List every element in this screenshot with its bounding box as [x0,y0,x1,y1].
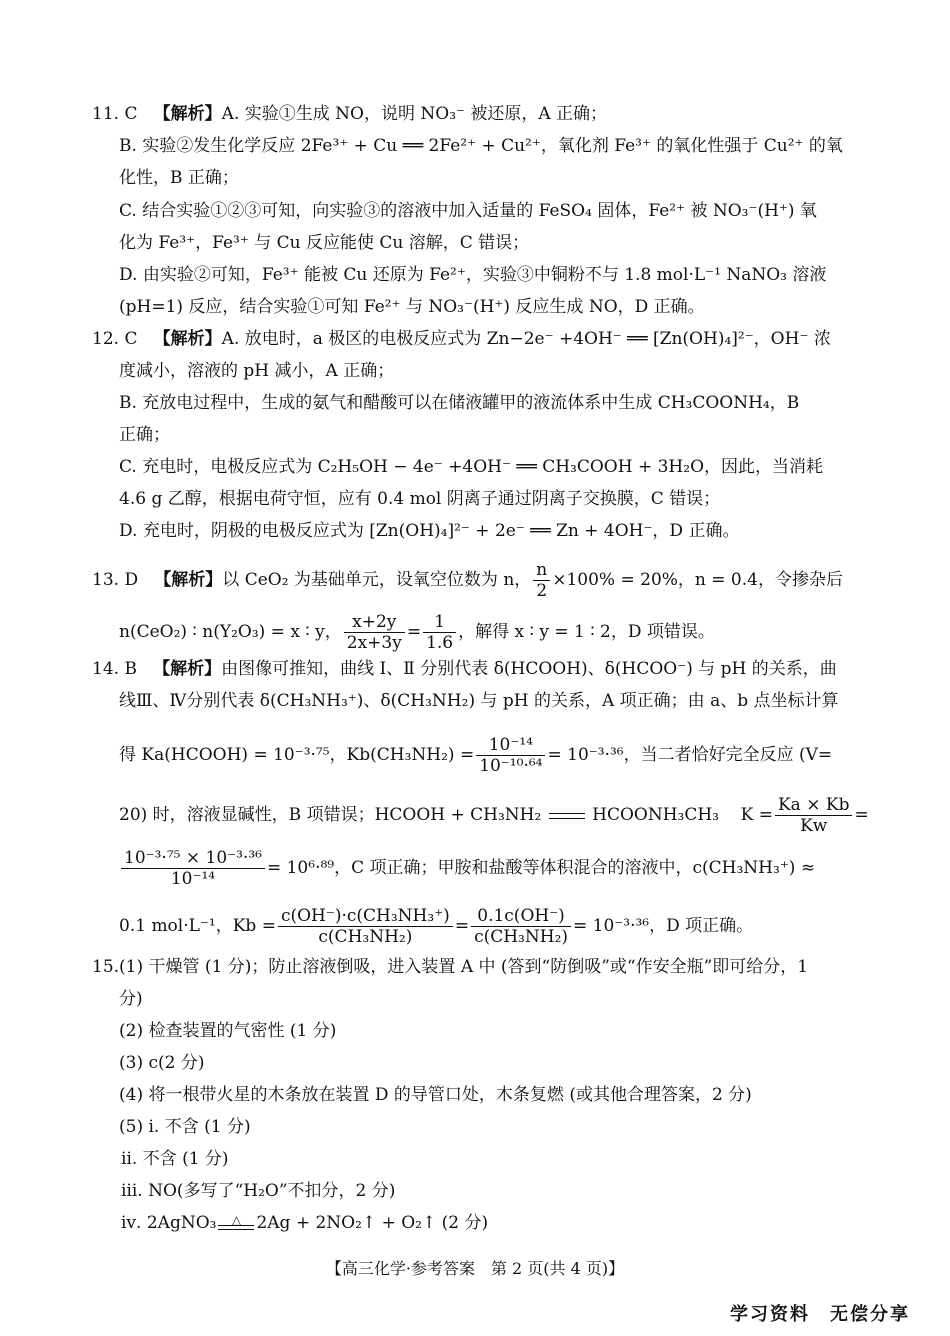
heating-equals-sign-icon [216,1213,256,1235]
q14-k-value-den: 10⁻¹⁴ [170,869,216,889]
q14-number: 14. B [92,659,137,679]
q12-option-b-line2: 正确； [119,425,170,445]
q15-part1-line1: (1) 干燥管 (1 分)；防止溶液倒吸，进入装置 A 中 (答到“防倒吸”或“作安全瓶”即可给分，1 [119,957,809,977]
q15-part5-iii: ⅲ. NO(多写了“H₂O”不扣分，2 分) [121,1181,396,1201]
q14-kb-expr-num: c(OH⁻)·c(CH₃NH₃⁺) [278,906,453,927]
q14-kb-expression-fraction [278,906,453,947]
q13-frac2-num: x+2y [344,612,405,633]
q14-kb-num: 10⁻¹⁴ [476,735,545,756]
q14-kb-fraction [476,735,545,776]
q13-fraction-ratio [344,612,405,653]
q14-line3 [119,735,832,776]
q14-text-1: 由图像可推知，曲线 Ⅰ、Ⅱ 分别代表 δ(HCOOH)、δ(HCOO⁻) 与 pH 的关系，曲 [221,659,837,679]
q14-text-4a: 20) 时，溶液显碱性，B 项错误；HCOOH + CH₃NH₂ [119,805,542,825]
q14-k-value-num: 10⁻³·⁷⁵ × 10⁻³·³⁶ [121,848,265,869]
q11-option-d-line1: D. 由实验②可知，Fe³⁺ 能被 Cu 还原为 Fe²⁺，实验③中铜粉不与 1.8 mol·L⁻¹ NaNO₃ 溶液 [119,265,827,285]
q15-part5-i: (5) ⅰ. 不含 (1 分) [119,1117,251,1137]
q15-part1-line2: 分) [119,989,143,1009]
q15-iv-text-b: 2Ag + 2NO₂↑ + O₂↑ (2 分) [256,1213,489,1233]
q12-option-a-line2: 度减小，溶液的 pH 减小，A 正确； [119,361,395,381]
q13-frac-num: n [533,560,550,581]
q11-analysis-tag: 【解析】 [153,104,222,124]
q14-kb-simpl-num: 0.1c(OH⁻) [471,906,571,927]
q14-line1 [92,658,837,680]
q11-option-b-line2: 化性，B 正确； [119,168,239,188]
q15-part2: (2) 检查装置的气密性 (1 分) [119,1021,337,1041]
q14-text-4c: K = [740,805,773,825]
q14-k-den: Kw [800,816,828,836]
q13-line2 [119,612,715,653]
q11-option-c-line1: C. 结合实验①②③可知，向实验③的溶液中加入适量的 FeSO₄ 固体，Fe²⁺ 被 NO₃⁻(H⁺) 氧 [119,201,817,221]
q14-text-4d: = [854,805,869,825]
q13-equals: = [406,622,422,642]
q13-frac3-num: 1 [423,612,456,633]
q14-analysis-tag: 【解析】 [153,659,222,679]
q15-iv-text-a: ⅳ. 2AgNO₃ [121,1213,217,1233]
q15-part5-ii: ⅱ. 不含 (1 分) [121,1149,229,1169]
heating-triangle-icon: △ [231,1212,242,1227]
q14-k-value-fraction [121,848,265,889]
q12-option-b-line1: B. 充放电过程中，生成的氨气和醋酸可以在储液罐甲的液流体系中生成 CH₃COONH₄，B [119,393,800,413]
q14-k-fraction [775,795,852,836]
q14-kb-simplified-fraction [471,906,571,947]
q14-text-6b: = 10⁻³·³⁶，D 项正确。 [573,916,754,936]
q13-frac2-den: 2x+3y [346,633,402,653]
q11-line-a [92,103,607,125]
q14-text-6a: 0.1 mol·L⁻¹，Kb = [119,916,276,936]
q15-line1 [92,956,808,978]
q12-option-c-line2: 4.6 g 乙醇，根据电荷守恒，应有 0.4 mol 阴离子通过阴离子交换膜，C 错误； [119,489,721,509]
q12-option-a-line1: A. 放电时，a 极区的电极反应式为 Zn−2e⁻ +4OH⁻ ══ [Zn(OH)₄]²⁻，OH⁻ 浓 [221,329,831,349]
q15-part5-iv [121,1212,488,1235]
q14-kb-expr-den: c(CH₃NH₂) [318,927,413,947]
watermark-text: 学习资料 无偿分享 [730,1304,910,1325]
reversible-arrow-icon [547,809,587,823]
q11-option-a: A. 实验①生成 NO，说明 NO₃⁻ 被还原，A 正确； [221,104,608,124]
q14-line2: 线Ⅲ、Ⅳ分别代表 δ(CH₃NH₃⁺)、δ(CH₃NH₂) 与 pH 的关系，A 项正确；由 a、b 点坐标计算 [119,691,839,711]
q13-fraction-one-over-1-6 [423,612,456,653]
q11-number: 11. C [92,104,138,124]
q11-option-b-line1: B. 实验②发生化学反应 2Fe³⁺ + Cu ══ 2Fe²⁺ + Cu²⁺，氧化剂 Fe³⁺ 的氧化性强于 Cu²⁺ 的氧 [119,136,843,156]
q14-kb-den: 10⁻¹⁰·⁶⁴ [479,756,543,776]
q14-k-num: Ka × Kb [775,795,852,816]
q11-option-c-line2: 化为 Fe³⁺，Fe³⁺ 与 Cu 反应能使 Cu 溶解，C 错误； [119,233,530,253]
q13-line1 [92,560,843,601]
q12-number: 12. C [92,329,138,349]
q13-analysis-tag: 【解析】 [154,570,223,590]
q13-text-1b: ×100% = 20%，n = 0.4，令掺杂后 [552,570,843,590]
q14-kb-simpl-den: c(CH₃NH₂) [474,927,569,947]
q15-number: 15. [92,957,120,977]
q15-part3: (3) c(2 分) [119,1053,205,1073]
q14-equals: = [454,916,470,936]
q13-text-1a: 以 CeO₂ 为基础单元，设氧空位数为 n， [222,570,532,590]
q14-line4 [119,795,869,836]
q14-line5 [119,848,815,889]
q12-line-a [92,328,831,350]
q14-text-5b: = 10⁶·⁸⁹，C 项正确；甲胺和盐酸等体积混合的溶液中，c(CH₃NH₃⁺) ≈ [266,858,816,878]
q14-line6 [119,906,753,947]
q13-text-2a: n(CeO₂) ∶ n(Y₂O₃) = x ∶ y， [119,622,342,642]
q13-frac3-den: 1.6 [426,633,454,653]
q13-frac-den: 2 [536,581,548,601]
q15-part4: (4) 将一根带火星的木条放在装置 D 的导管口处，木条复燃 (或其他合理答案，2 分) [119,1085,752,1105]
q13-number: 13. D [92,570,139,590]
q14-text-3b: = 10⁻³·³⁶，当二者恰好完全反应 (V= [547,745,833,765]
q13-fraction-n-over-2 [533,560,550,601]
q12-analysis-tag: 【解析】 [153,329,222,349]
q13-text-2b: ，解得 x ∶ y = 1 ∶ 2，D 项错误。 [458,622,715,642]
q14-text-4b: HCOONH₃CH₃ [592,805,719,825]
q14-text-3a: 得 Ka(HCOOH) = 10⁻³·⁷⁵，Kb(CH₃NH₂) = [119,745,475,765]
q12-option-c-line1: C. 充电时，电极反应式为 C₂H₅OH − 4e⁻ +4OH⁻ ══ CH₃COOH + 3H₂O，因此，当消耗 [119,457,824,477]
q11-option-d-line2: (pH=1) 反应，结合实验①可知 Fe²⁺ 与 NO₃⁻(H⁺) 反应生成 NO，D 正确。 [119,297,705,317]
page-footer: 【高三化学·参考答案 第 2 页(共 4 页)】 [325,1259,625,1278]
q12-option-d: D. 充电时，阴极的电极反应式为 [Zn(OH)₄]²⁻ + 2e⁻ ══ Zn + 4OH⁻，D 正确。 [119,521,740,541]
